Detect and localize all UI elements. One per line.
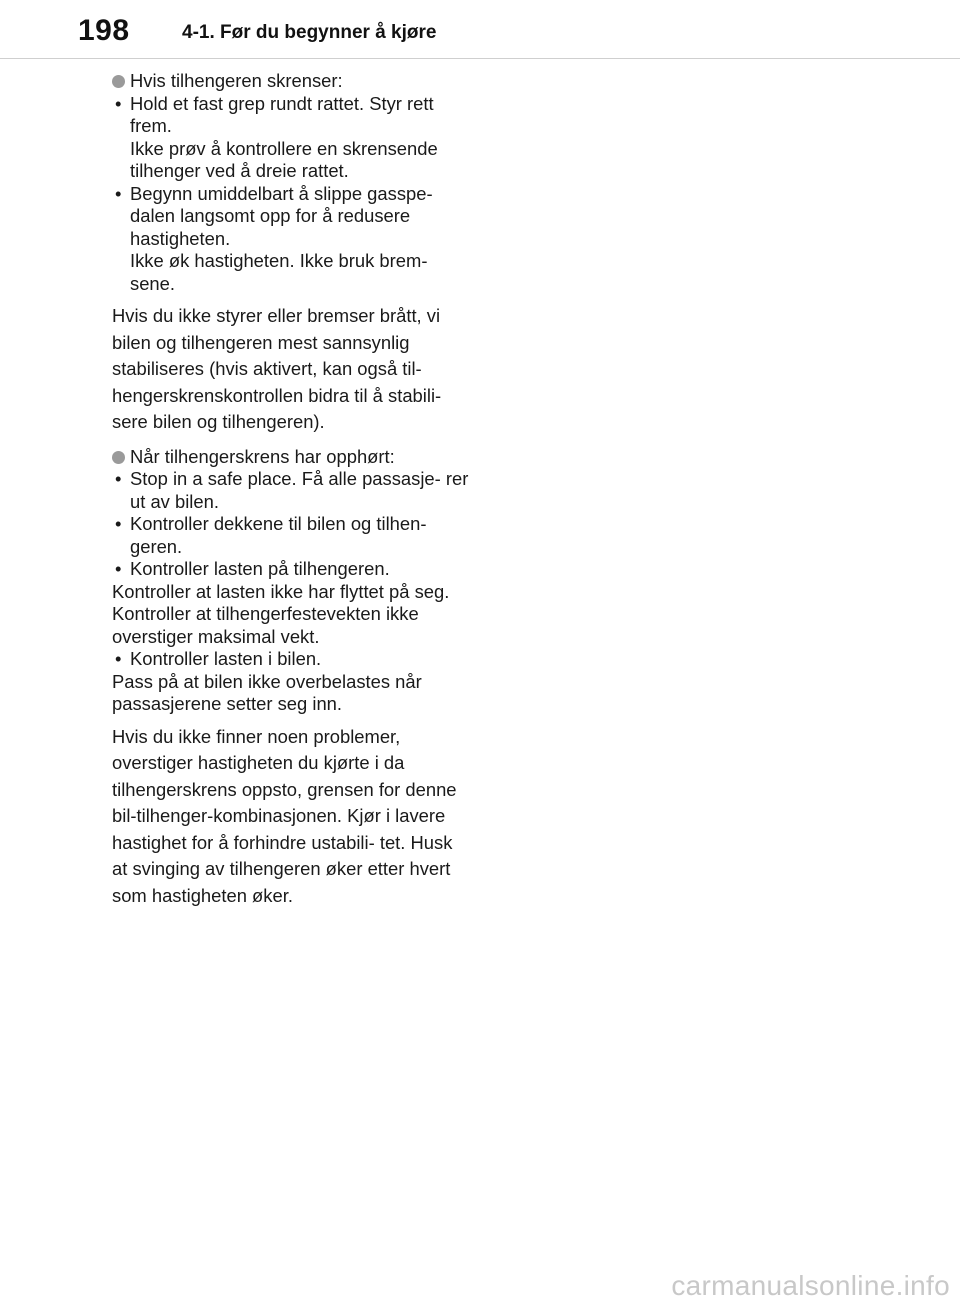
bullet-icon: • [115, 92, 122, 114]
bullet-icon: • [115, 513, 122, 534]
section-heading-text: Hvis tilhengeren skrenser: [130, 70, 343, 91]
section-heading-skid [112, 70, 472, 93]
content-column [112, 70, 472, 909]
list-item [112, 558, 472, 581]
body-text: Pass på at bilen ikke overbelastes når passasjerene setter seg inn. [112, 670, 422, 714]
bullet-icon: • [115, 648, 122, 669]
bullet-icon: • [115, 468, 122, 489]
body-paragraph: Hvis du ikke styrer eller bremser brått, vi bilen og tilhengeren mest sannsynlig stabiliseres (hvis aktivert, kan også til- hengerskrenskontrollen bidra til å stabili- sere bilen og tilhengeren). [112, 305, 442, 432]
circle-bullet-icon [112, 75, 125, 88]
header-divider [0, 58, 960, 59]
list-item [112, 183, 472, 251]
list-item-text: Kontroller dekkene til bilen og tilhen- geren. [130, 513, 427, 557]
list-item [112, 93, 472, 138]
list-item-note: Ikke prøv å kontrollere en skrensende tilhenger ved å dreie rattet. [130, 137, 438, 181]
body-paragraph: Hvis du ikke finner noen problemer, overstiger hastigheten du kjørte i da tilhengerskrens oppsto, grensen for denne bil-tilhenger-kombinasjonen. Kjør i lavere hastighet for å forhindre ustabili- tet. Husk at svinging av tilhengeren øker etter hvert som hastigheten øker. [112, 725, 457, 906]
list-item [112, 648, 472, 671]
circle-bullet-icon [112, 451, 125, 464]
page-number: 198 [78, 14, 130, 47]
body-text: Kontroller at lasten ikke har flyttet på seg. [112, 580, 450, 602]
section-heading-text: Når tilhengerskrens har opphørt: [130, 445, 395, 467]
list-item-text: Begynn umiddelbart å slippe gasspe- dalen langsomt opp for å redusere hastigheten. [130, 182, 433, 249]
list-item [112, 468, 472, 513]
list-item [112, 513, 472, 558]
list-item-text: Kontroller lasten på tilhengeren. [130, 558, 390, 579]
watermark: carmanualsonline.info [671, 1270, 950, 1301]
section-title: 4-1. Før du begynner å kjøre [182, 22, 437, 43]
body-text: Kontroller at tilhengerfestevekten ikke overstiger maksimal vekt. [112, 603, 419, 647]
list-item-text: Kontroller lasten i bilen. [130, 648, 322, 669]
list-item-text: Stop in a safe place. Få alle passasje- rer ut av bilen. [130, 468, 469, 512]
list-item-note: Ikke øk hastigheten. Ikke bruk brem- sene. [130, 250, 428, 294]
section-heading-after-skid [112, 446, 472, 469]
list-item-text: Hold et fast grep rundt rattet. Styr rett frem. [130, 92, 434, 136]
bullet-icon: • [115, 182, 122, 204]
bullet-icon: • [115, 558, 122, 579]
